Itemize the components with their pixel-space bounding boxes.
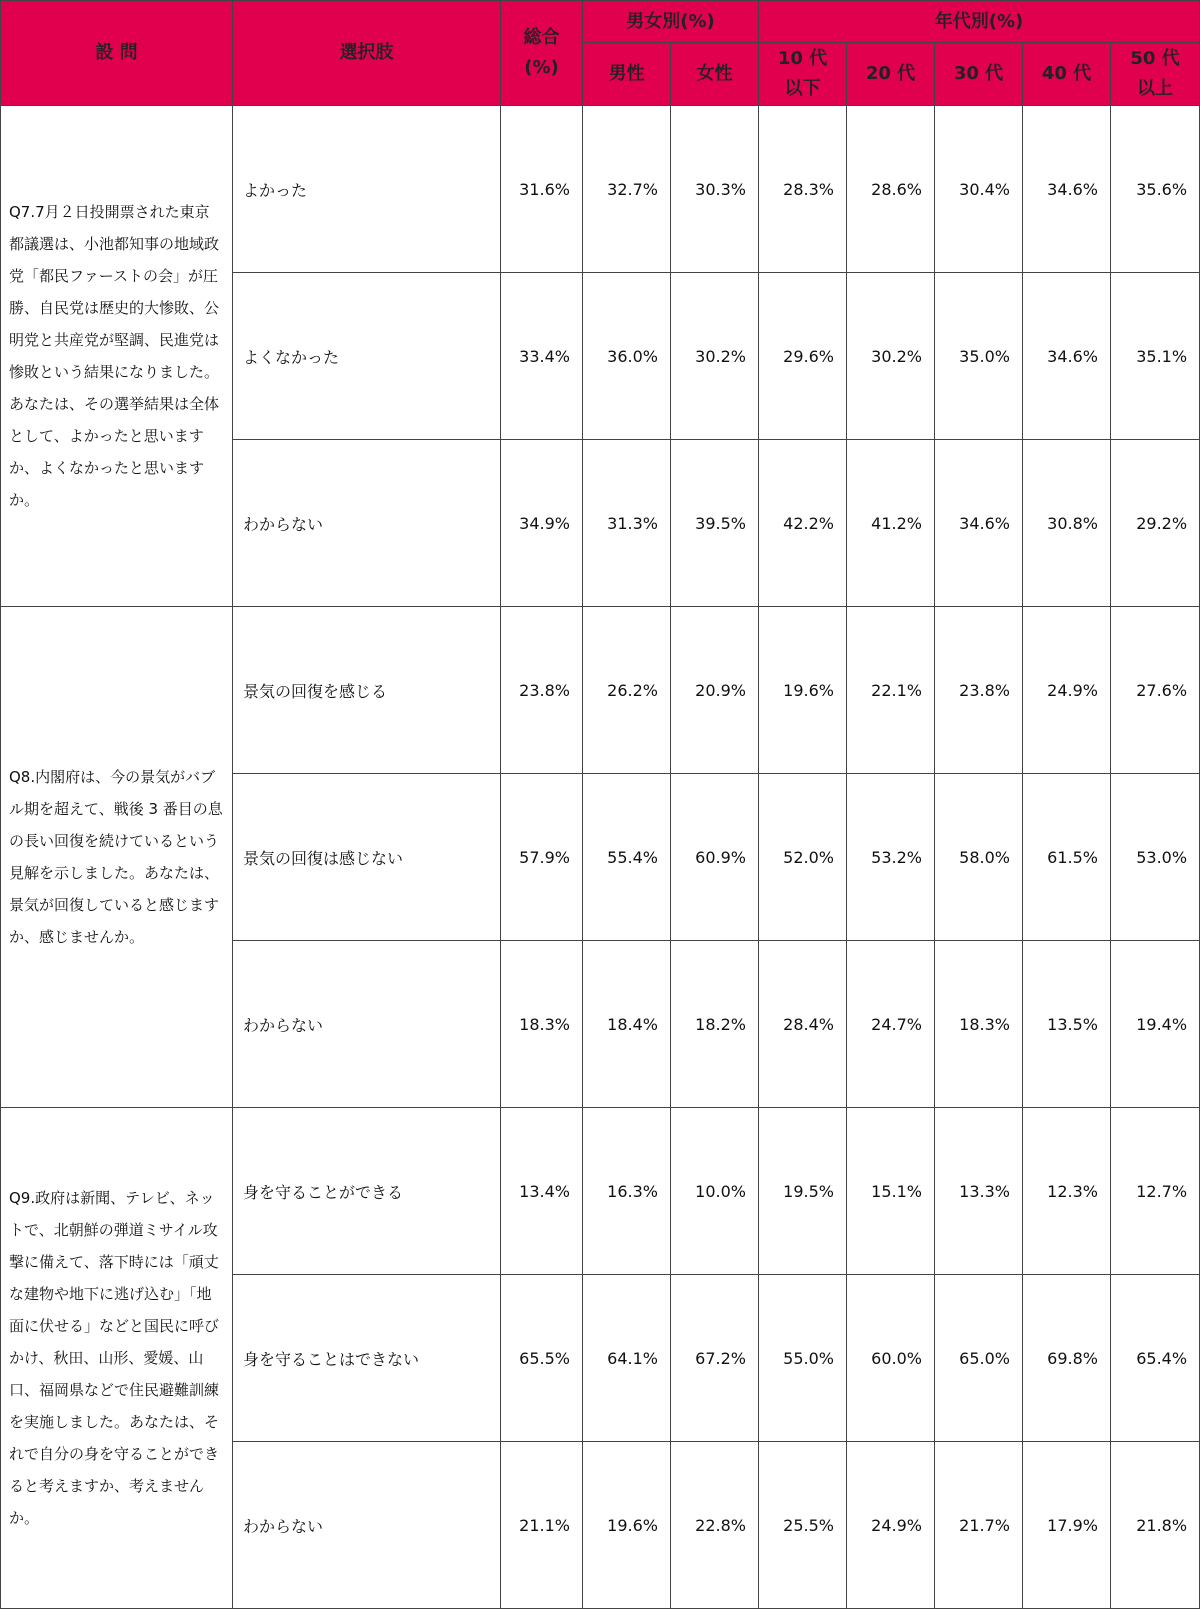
value-cell-male: 32.7% xyxy=(583,106,671,273)
value-cell-total: 13.4% xyxy=(501,1108,583,1275)
value-cell-age10: 42.2% xyxy=(759,440,847,607)
value-cell-age50: 29.2% xyxy=(1111,440,1200,607)
value-cell-age20: 53.2% xyxy=(847,774,935,941)
value-cell-total: 33.4% xyxy=(501,273,583,440)
value-cell-age10: 55.0% xyxy=(759,1275,847,1442)
value-cell-age30: 21.7% xyxy=(935,1442,1023,1609)
value-cell-age50: 35.6% xyxy=(1111,106,1200,273)
option-label: 身を守ることができる xyxy=(233,1108,501,1275)
table-row xyxy=(1,1108,1200,1275)
value-cell-age10: 28.3% xyxy=(759,106,847,273)
age20-column-header: 20 代 xyxy=(847,43,935,106)
value-cell-age40: 17.9% xyxy=(1023,1442,1111,1609)
table-row xyxy=(1,106,1200,273)
value-cell-age20: 24.7% xyxy=(847,941,935,1108)
age50-column-header xyxy=(1111,43,1200,106)
question-column-header: 設 問 xyxy=(1,1,233,106)
value-cell-total: 34.9% xyxy=(501,440,583,607)
value-cell-age40: 12.3% xyxy=(1023,1108,1111,1275)
value-cell-male: 26.2% xyxy=(583,607,671,774)
value-cell-age10: 28.4% xyxy=(759,941,847,1108)
value-cell-total: 31.6% xyxy=(501,106,583,273)
value-cell-male: 36.0% xyxy=(583,273,671,440)
value-cell-age50: 53.0% xyxy=(1111,774,1200,941)
value-cell-total: 21.1% xyxy=(501,1442,583,1609)
option-label: よかった xyxy=(233,106,501,273)
option-label: わからない xyxy=(233,1442,501,1609)
table-row xyxy=(1,607,1200,774)
age10-header-line1: 10 代 xyxy=(777,48,828,69)
option-label: 身を守ることはできない xyxy=(233,1275,501,1442)
value-cell-age20: 28.6% xyxy=(847,106,935,273)
value-cell-age20: 41.2% xyxy=(847,440,935,607)
male-column-header: 男性 xyxy=(583,43,671,106)
value-cell-age30: 13.3% xyxy=(935,1108,1023,1275)
value-cell-age50: 65.4% xyxy=(1111,1275,1200,1442)
value-cell-female: 10.0% xyxy=(671,1108,759,1275)
option-label: よくなかった xyxy=(233,273,501,440)
age10-header-line2: 以下 xyxy=(784,78,821,99)
value-cell-age30: 35.0% xyxy=(935,273,1023,440)
value-cell-female: 30.2% xyxy=(671,273,759,440)
choice-column-header: 選択肢 xyxy=(233,1,501,106)
value-cell-age10: 19.5% xyxy=(759,1108,847,1275)
option-label: 景気の回復を感じる xyxy=(233,607,501,774)
age50-header-line1: 50 代 xyxy=(1130,48,1180,69)
question-text: Q9.政府は新聞、テレビ、ネットで、北朝鮮の弾道ミサイル攻撃に備えて、落下時には「頑丈な建物や地下に逃げ込む」「地面に伏せる」などと国民に呼びかけ、秋田、山形、愛媛、山口、福岡県などで住民避難訓練を実施しました。あなたは、それで自分の身を守ることができると考えますか、考えませんか。 xyxy=(1,1108,233,1609)
value-cell-age10: 25.5% xyxy=(759,1442,847,1609)
value-cell-age50: 27.6% xyxy=(1111,607,1200,774)
total-column-header xyxy=(501,1,583,106)
value-cell-age30: 18.3% xyxy=(935,941,1023,1108)
value-cell-age20: 30.2% xyxy=(847,273,935,440)
value-cell-age30: 23.8% xyxy=(935,607,1023,774)
value-cell-age20: 15.1% xyxy=(847,1108,935,1275)
value-cell-age20: 22.1% xyxy=(847,607,935,774)
value-cell-age30: 34.6% xyxy=(935,440,1023,607)
value-cell-age40: 34.6% xyxy=(1023,273,1111,440)
value-cell-total: 65.5% xyxy=(501,1275,583,1442)
age-group-header: 年代別(%) xyxy=(759,1,1200,43)
value-cell-female: 67.2% xyxy=(671,1275,759,1442)
question-text: Q8.内閣府は、今の景気がバブル期を超えて、戦後 3 番目の息の長い回復を続けているという見解を示しました。あなたは、景気が回復していると感じますか、感じませんか。 xyxy=(1,607,233,1108)
value-cell-age40: 69.8% xyxy=(1023,1275,1111,1442)
option-label: わからない xyxy=(233,440,501,607)
value-cell-total: 18.3% xyxy=(501,941,583,1108)
value-cell-male: 19.6% xyxy=(583,1442,671,1609)
option-label: わからない xyxy=(233,941,501,1108)
age50-header-line2: 以上 xyxy=(1137,78,1174,99)
option-label: 景気の回復は感じない xyxy=(233,774,501,941)
value-cell-age20: 60.0% xyxy=(847,1275,935,1442)
value-cell-female: 39.5% xyxy=(671,440,759,607)
value-cell-age50: 12.7% xyxy=(1111,1108,1200,1275)
total-header-line2: (%) xyxy=(524,57,559,78)
table-header xyxy=(1,1,1200,106)
value-cell-age10: 52.0% xyxy=(759,774,847,941)
value-cell-female: 22.8% xyxy=(671,1442,759,1609)
question-text: Q7.7月２日投開票された東京都議選は、小池都知事の地域政党「都民ファーストの会」が圧勝、自民党は歴史的大惨敗、公明党と共産党が堅調、民進党は惨敗という結果になりました。あなたは、その選挙結果は全体として、よかったと思いますか、よくなかったと思いますか。 xyxy=(1,106,233,607)
value-cell-male: 16.3% xyxy=(583,1108,671,1275)
age10-column-header xyxy=(759,43,847,106)
value-cell-age30: 65.0% xyxy=(935,1275,1023,1442)
age40-column-header: 40 代 xyxy=(1023,43,1111,106)
value-cell-age40: 34.6% xyxy=(1023,106,1111,273)
value-cell-age40: 13.5% xyxy=(1023,941,1111,1108)
value-cell-total: 23.8% xyxy=(501,607,583,774)
value-cell-female: 30.3% xyxy=(671,106,759,273)
value-cell-male: 64.1% xyxy=(583,1275,671,1442)
value-cell-age50: 21.8% xyxy=(1111,1442,1200,1609)
value-cell-age30: 58.0% xyxy=(935,774,1023,941)
age30-column-header: 30 代 xyxy=(935,43,1023,106)
value-cell-male: 31.3% xyxy=(583,440,671,607)
value-cell-female: 20.9% xyxy=(671,607,759,774)
value-cell-age40: 30.8% xyxy=(1023,440,1111,607)
value-cell-female: 60.9% xyxy=(671,774,759,941)
value-cell-age40: 24.9% xyxy=(1023,607,1111,774)
value-cell-age10: 29.6% xyxy=(759,273,847,440)
value-cell-age30: 30.4% xyxy=(935,106,1023,273)
value-cell-female: 18.2% xyxy=(671,941,759,1108)
female-column-header: 女性 xyxy=(671,43,759,106)
value-cell-age50: 35.1% xyxy=(1111,273,1200,440)
total-header-line1: 総合 xyxy=(523,27,560,48)
table-body xyxy=(1,106,1200,1609)
value-cell-age40: 61.5% xyxy=(1023,774,1111,941)
value-cell-male: 18.4% xyxy=(583,941,671,1108)
value-cell-age10: 19.6% xyxy=(759,607,847,774)
value-cell-age20: 24.9% xyxy=(847,1442,935,1609)
value-cell-male: 55.4% xyxy=(583,774,671,941)
value-cell-age50: 19.4% xyxy=(1111,941,1200,1108)
value-cell-total: 57.9% xyxy=(501,774,583,941)
gender-group-header: 男女別(%) xyxy=(583,1,759,43)
